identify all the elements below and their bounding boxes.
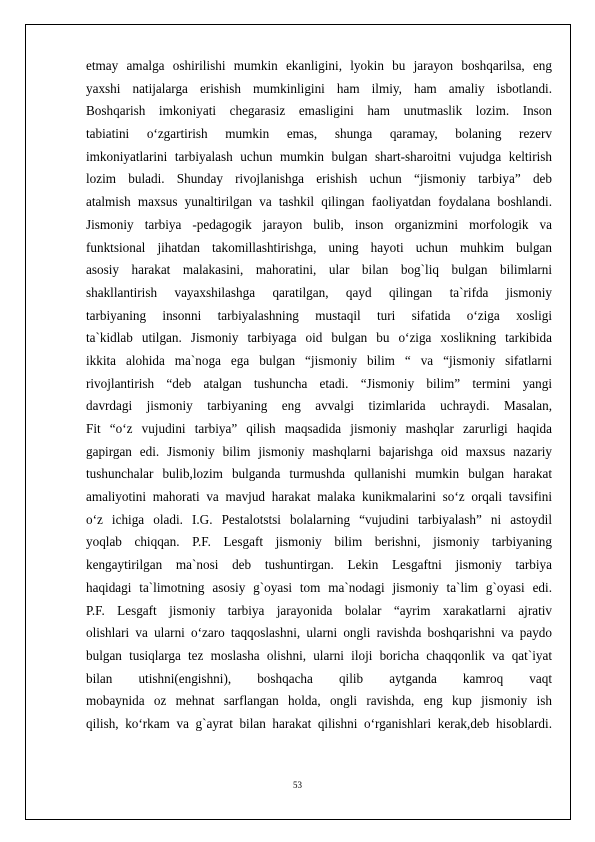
text-line: mobaynida oz mehnat sarflangan holda, ongli ravishda, eng kup jismoniy ish — [86, 693, 552, 709]
page-number: 53 — [293, 780, 302, 790]
text-line: P.F. Lesgaft jismoniy tarbiya jarayonida bolalar “ayrim xarakatlarni ajrativ — [86, 602, 552, 618]
body-text — [86, 55, 552, 736]
text-line: Jismoniy tarbiya -pedagogik jarayon bulib, inson organizmini morfologik va — [86, 216, 552, 232]
text-line: shakllantirish vayaxshilashga qaratilgan, qayd qilingan ta`rifda jismoniy — [86, 284, 552, 300]
text-line: qilish, ko‘rkam va g`ayrat bilan harakat qilishni o‘rganishlari kerak,deb hisoblardi. — [86, 715, 552, 731]
text-line: rivojlantirish “deb atalgan tushuncha etadi. “Jismoniy bilim” termini yangi — [86, 375, 552, 391]
text-line: davrdagi jismoniy tarbiyaning eng avvalgi tizimlarida uchraydi. Masalan, — [86, 398, 552, 414]
text-line: atalmish maxsus yunaltirilgan va tashkil qilingan faoliyatdan foydalana boshlandi. — [86, 194, 552, 210]
text-line: bilan utishni(engishni), boshqacha qilib aytganda kamroq vaqt — [86, 670, 552, 686]
text-line: tabiatini o‘zgartirish mumkin emas, shunga qaramay, bolaning rezerv — [86, 126, 552, 142]
text-line: olishlari va ularni o‘zaro taqqoslashni, ularni ongli ravishda boshqarishni va paydo — [86, 625, 552, 641]
text-line: ikkita alohida ma`noga ega bulgan “jismoniy bilim “ va “jismoniy sifatlarni — [86, 352, 552, 368]
text-line: imkoniyatlarini tarbiyalash uchun mumkin bulgan shart-sharoitni vujudga keltirish — [86, 148, 552, 164]
text-line: tushunchalar bulib,lozim bulganda turmushda qullanishi mumkin bulgan harakat — [86, 466, 552, 482]
text-line: Fit “o‘z vujudini tarbiya” qilish maqsadida jismoniy mashqlar zarurligi haqida — [86, 421, 552, 436]
text-line: ta`kidlab utilgan. Jismoniy tarbiyaga oid bulgan bu o‘ziga xoslikning tarkibida — [86, 330, 552, 346]
text-line: kengaytirilgan ma`nosi deb tushuntirgan. Lekin Lesgaftni jismoniy tarbiya — [86, 557, 552, 573]
text-line: Boshqarish imkoniyati chegarasiz emasligini ham unutmaslik lozim. Inson — [86, 103, 552, 119]
text-line: tarbiyaning insonni tarbiyalashning mustaqil turi sifatida o‘ziga xosligi — [86, 307, 552, 323]
text-line: etmay amalga oshirilishi mumkin ekanligini, lyokin bu jarayon boshqarilsa, eng — [86, 58, 552, 73]
text-line: haqidagi ta`limotning asosiy g`oyasi tom ma`nodagi jismoniy ta`lim g`oyasi edi. — [86, 579, 552, 595]
text-line: bulgan tusiqlarga tez moslasha olishni, ularni iloji boricha chaqqonlik va qat`iyat — [86, 647, 552, 663]
text-line: amaliyotini mahorati va mavjud harakat malaka kunikmalarini so‘z orqali tavsifini — [86, 489, 552, 505]
text-line: asosiy harakat malakasini, mahoratini, ular bilan bog`liq bulgan bilimlarni — [86, 262, 552, 278]
text-line: lozim buladi. Shunday rivojlanishga erishish uchun “jismoniy tarbiya” deb — [86, 171, 552, 187]
text-line: yaxshi natijalarga erishish mumkinligini ham ilmiy, ham amaliy isbotlandi. — [86, 80, 552, 96]
text-line: gapirgan edi. Jismoniy bilim jismoniy mashqlarni bajarishga oid maxsus nazariy — [86, 443, 552, 459]
text-line: funktsional jihatdan takomillashtirishga, uning hayoti uchun muhkim bulgan — [86, 239, 552, 255]
text-line: yoqlab chiqqan. P.F. Lesgaft jismoniy bilim berishni, jismoniy tarbiyaning — [86, 534, 552, 550]
text-line: o‘z ichiga oladi. I.G. Pestalotstsi bolalarning “vujudini tarbiyalash” ni astoydil — [86, 511, 552, 527]
